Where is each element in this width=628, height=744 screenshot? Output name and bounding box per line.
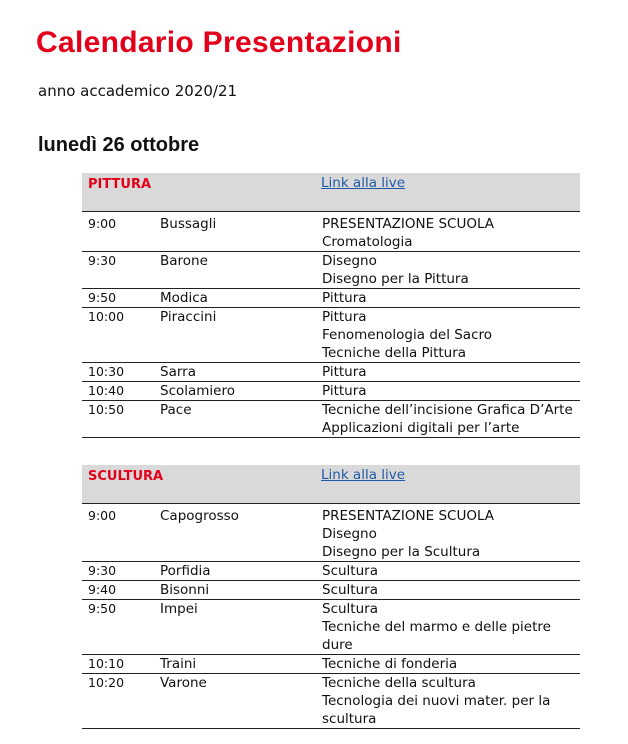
table-row [82,674,580,729]
session-time: 10:20 [88,675,125,690]
professor-name: Sarra [160,364,196,380]
subject-line: PRESENTAZIONE SCUOLA [322,216,495,232]
table-row [82,401,580,438]
section-scultura [82,465,580,729]
table-row [82,655,580,674]
professor-name: Porfidia [160,563,211,579]
subject-line: Tecniche di fonderia [322,656,458,672]
subject-line: Disegno per la Scultura [322,544,481,560]
professor-name: Piraccini [160,309,217,325]
subjects-cell [322,363,580,381]
session-time: 9:30 [88,253,117,268]
table-row [82,600,580,655]
subject-line: PRESENTAZIONE SCUOLA [322,508,495,524]
subjects-cell [322,674,580,728]
table-row [82,252,580,289]
subjects-cell [322,507,580,561]
subject-line: Applicazioni digitali per l’arte [322,420,520,436]
session-time: 9:30 [88,563,117,578]
professor-name: Capogrosso [160,508,239,524]
session-time: 9:40 [88,582,117,597]
schedule-date: lunedì 26 ottobre [38,134,200,156]
subject-line: scultura [322,711,377,727]
professor-name: Bisonni [160,582,210,598]
page-title: Calendario Presentazioni [36,26,402,59]
professor-name: Bussagli [160,216,217,232]
subjects-cell [322,581,580,599]
subject-line: Scultura [322,582,378,598]
subject-line: Tecniche del marmo e delle pietre [322,619,551,635]
subject-line: dure [322,637,353,653]
section-pittura [82,173,580,438]
subject-line: Pittura [322,364,367,380]
subjects-cell [322,289,580,307]
subjects-cell [322,401,580,437]
table-row [82,507,580,562]
professor-name: Scolamiero [160,383,235,399]
subjects-cell [322,655,580,673]
subject-line: Disegno [322,526,377,542]
academic-year: anno accademico 2020/21 [38,82,238,100]
session-time: 9:50 [88,290,117,305]
subject-line: Pittura [322,290,367,306]
subjects-cell [322,382,580,400]
session-time: 10:10 [88,656,125,671]
professor-name: Traini [160,656,197,672]
subject-line: Scultura [322,601,378,617]
session-time: 10:50 [88,402,125,417]
table-row [82,363,580,382]
session-time: 9:50 [88,601,117,616]
subject-line: Tecnologia dei nuovi mater. per la [322,693,551,709]
table-row [82,382,580,401]
subject-line: Tecniche della Pittura [322,345,467,361]
subjects-cell [322,600,580,654]
session-time: 9:00 [88,508,117,523]
table-row [82,308,580,363]
table-row [82,562,580,581]
section-header [82,465,580,504]
section-name: PITTURA [88,177,152,192]
professor-name: Impei [160,601,198,617]
table-row [82,581,580,600]
table-row [82,289,580,308]
subject-line: Tecniche dell’incisione Grafica D’Arte [322,402,573,418]
session-time: 10:30 [88,364,125,379]
professor-name: Pace [160,402,192,418]
subject-line: Scultura [322,563,378,579]
live-link[interactable]: Link alla live [321,175,406,191]
session-time: 10:40 [88,383,125,398]
subject-line: Disegno per la Pittura [322,271,469,287]
professor-name: Modica [160,290,208,306]
professor-name: Varone [160,675,207,691]
live-link[interactable]: Link alla live [321,467,406,483]
section-header [82,173,580,212]
subject-line: Pittura [322,309,367,325]
professor-name: Barone [160,253,208,269]
session-time: 9:00 [88,216,117,231]
subject-line: Fenomenologia del Sacro [322,327,493,343]
subjects-cell [322,308,580,362]
subject-line: Disegno [322,253,377,269]
subject-line: Tecniche della scultura [322,675,476,691]
subject-line: Cromatologia [322,234,413,250]
session-time: 10:00 [88,309,125,324]
table-row [82,215,580,252]
subjects-cell [322,562,580,580]
subjects-cell [322,252,580,288]
section-name: SCULTURA [88,469,164,484]
schedule-rows [82,215,580,438]
schedule-rows [82,507,580,729]
subject-line: Pittura [322,383,367,399]
subjects-cell [322,215,580,251]
